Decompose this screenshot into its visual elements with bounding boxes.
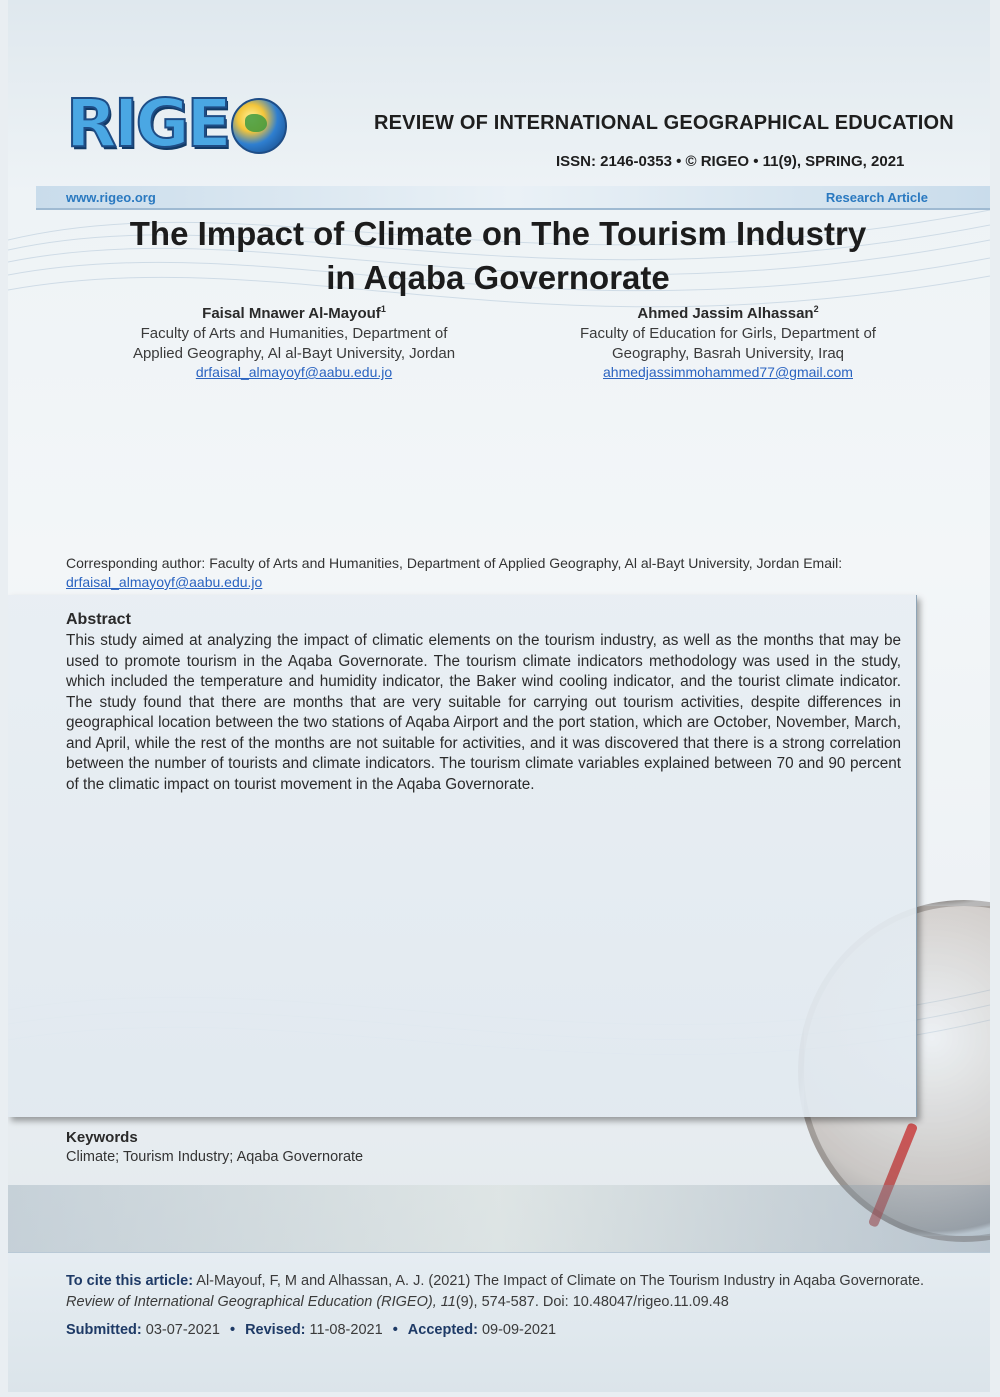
- keywords-text: Climate; Tourism Industry; Aqaba Governorate: [66, 1149, 364, 1165]
- rigeo-logo: [66, 85, 326, 162]
- revised-label: Revised:: [245, 1322, 306, 1338]
- article-page: [8, 0, 990, 1392]
- article-dates: [66, 1322, 556, 1338]
- corresponding-email-link[interactable]: drfaisal_almayoyf@aabu.edu.jo: [66, 574, 263, 590]
- author-affiliation: Geography, Basrah University, Iraq: [611, 345, 845, 362]
- corresponding-author: [66, 554, 896, 592]
- author-name: Faisal Mnawer Al-Mayouf$^1$: [202, 304, 386, 322]
- citation-issue: (9), 574-587. Doi: 10.48047/rigeo.11.09.48: [455, 1294, 729, 1310]
- paper-title-line2: in Aqaba Governorate: [326, 259, 670, 296]
- author-affiliation: Faculty of Education for Girls, Department of: [580, 325, 876, 342]
- submitted-date: 03-07-2021: [145, 1322, 220, 1338]
- author-affiliation: Faculty of Arts and Humanities, Department of: [140, 325, 448, 342]
- revised-date: 11-08-2021: [309, 1322, 383, 1338]
- paper-title: [48, 212, 948, 300]
- corresponding-text: Corresponding author: Faculty of Arts and Humanities, Department of Applied Geography, Al al-Bayt University, Jordan Email:: [66, 555, 843, 571]
- article-type-label: Research Article: [825, 190, 928, 205]
- author-block-2: [548, 299, 908, 380]
- accepted-date: 09-09-2021: [481, 1322, 557, 1338]
- logo-text: RIGE: [66, 85, 229, 162]
- citation-label: To cite this article:: [66, 1273, 194, 1289]
- keywords-heading: Keywords: [66, 1129, 138, 1146]
- bullet-separator: •: [392, 1322, 398, 1338]
- author-affiliation: Applied Geography, Al al-Bayt University, Jordan: [132, 345, 456, 362]
- citation: [66, 1271, 926, 1313]
- journal-header: [8, 0, 990, 210]
- author-email-link[interactable]: ahmedjassimmohammed77@gmail.com: [603, 364, 853, 380]
- site-url-link[interactable]: www.rigeo.org: [66, 190, 156, 205]
- map-strip-decoration: [8, 1185, 990, 1255]
- author-block-1: [94, 299, 494, 380]
- issn-line: ISSN: 2146-0353 • © RIGEO • 11(9), SPRING, 2021: [556, 153, 905, 170]
- citation-journal: Review of International Geographical Education (RIGEO), 11: [66, 1294, 456, 1310]
- author-name: Ahmed Jassim Alhassan$^2$: [637, 304, 819, 322]
- bullet-separator: •: [229, 1322, 236, 1338]
- author-email-link[interactable]: drfaisal_almayoyf@aabu.edu.jo: [195, 364, 393, 380]
- accepted-label: Accepted:: [407, 1322, 478, 1338]
- paper-title-line1: The Impact of Climate on The Tourism Industry: [129, 215, 867, 252]
- globe-icon: [231, 98, 287, 154]
- abstract-text: This study aimed at analyzing the impact of climatic elements on the tourism industry, as well as the months that may be used to promote tourism in the Aqaba Governorate. The tourism climate indicators methodology was used in the study, which included the temperature and humidity indicator, the Baker wind cooling indicator, and the tourist climate indicator. The study found that there are months that are very suitable for carrying out tourism activities, despite differences in geographical location between the two stations of Aqaba Airport and the port station, which are October, November, March, and April, while the rest of the months are not suitable for activities, and it was discovered that there is a strong correlation between the number of tourists and climate indicators. The tourism climate variables explained between 70 and 90 percent of the climatic impact on tourist movement in the Aqaba Governorate.: [66, 632, 901, 793]
- citation-authors: Al-Mayouf, F, M and Alhassan, A. J. (2021) The Impact of Climate on The Tourism Industry in Aqaba Governorate.: [196, 1273, 925, 1289]
- abstract-heading: Abstract: [66, 611, 131, 628]
- submitted-label: Submitted:: [66, 1322, 142, 1338]
- journal-title: REVIEW OF INTERNATIONAL GEOGRAPHICAL EDUCATION: [374, 112, 954, 134]
